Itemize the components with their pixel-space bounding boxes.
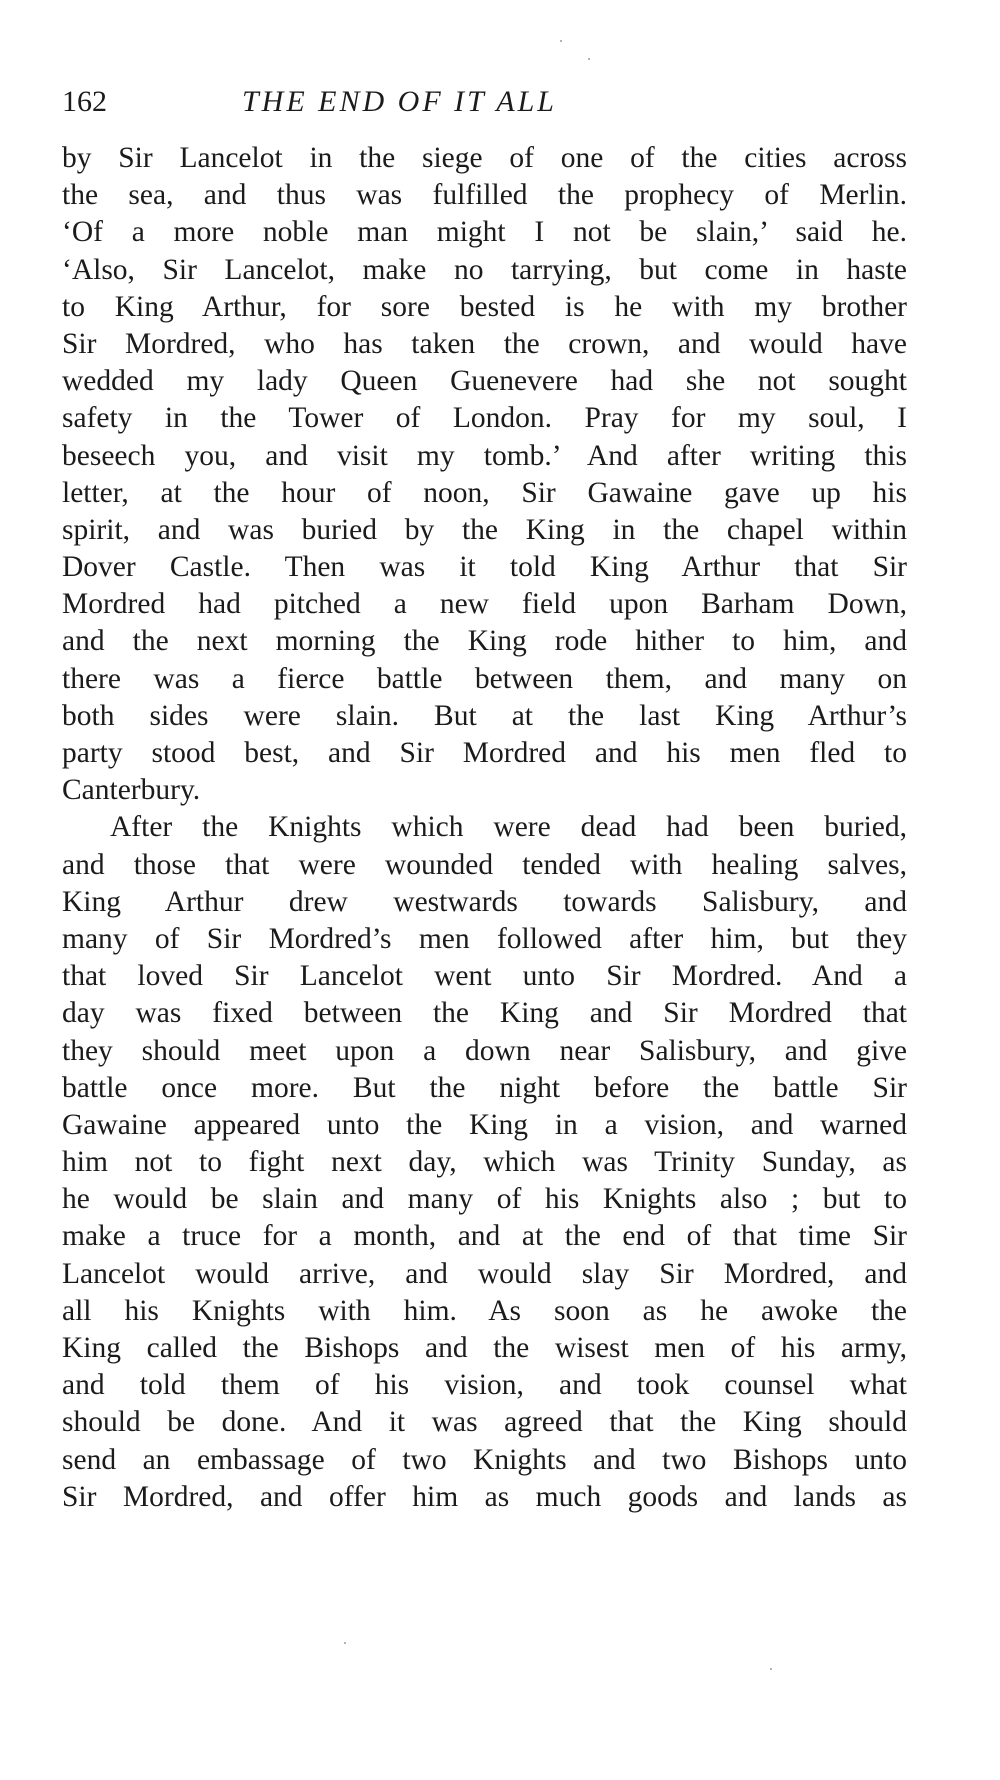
text-line: King Arthur drew westwards towards Salisbury, and — [62, 885, 907, 918]
text-line: letter, at the hour of noon, Sir Gawaine gave up his — [62, 476, 907, 509]
text-line-paragraph-end: Canterbury. — [62, 774, 201, 807]
text-line: spirit, and was buried by the King in the chapel within — [62, 513, 907, 546]
text-line-paragraph-start: After the Knights which were dead had been buried, — [110, 811, 907, 844]
text-line: that loved Sir Lancelot went unto Sir Mordred. And a — [62, 960, 907, 993]
text-line: Lancelot would arrive, and would slay Sir Mordred, and — [62, 1257, 907, 1290]
text-line: ‘Also, Sir Lancelot, make no tarrying, but come in haste — [62, 253, 907, 286]
text-line: Sir Mordred, who has taken the crown, and would have — [62, 327, 907, 360]
text-line: wedded my lady Queen Guenevere had she not sought — [62, 365, 907, 398]
text-line: day was fixed between the King and Sir Mordred that — [62, 997, 907, 1030]
text-line: to King Arthur, for sore bested is he with my brother — [62, 290, 907, 323]
page-number: 162 — [62, 85, 107, 118]
text-line: and the next morning the King rode hither to him, and — [62, 625, 907, 658]
text-line: the sea, and thus was fulfilled the prophecy of Merlin. — [62, 179, 907, 212]
text-line: Gawaine appeared unto the King in a vision, and warned — [62, 1108, 907, 1141]
scan-speck — [344, 1642, 346, 1644]
text-line: King called the Bishops and the wisest men of his army, — [62, 1332, 907, 1364]
text-line: all his Knights with him. As soon as he awoke the — [62, 1294, 907, 1327]
scan-speck — [560, 40, 562, 42]
text-line: they should meet upon a down near Salisbury, and give — [62, 1034, 907, 1067]
text-line: he would be slain and many of his Knights also ; but to — [62, 1183, 907, 1216]
text-line: Mordred had pitched a new field upon Barham Down, — [62, 588, 907, 621]
text-line: Sir Mordred, and offer him as much goods and lands as — [62, 1480, 907, 1513]
text-line: there was a fierce battle between them, and many on — [62, 662, 907, 695]
body-text — [62, 140, 907, 1516]
page-header — [62, 82, 902, 122]
text-line: battle once more. But the night before the battle Sir — [62, 1071, 907, 1104]
scan-speck — [588, 58, 590, 60]
text-line: both sides were slain. But at the last King Arthur’s — [62, 699, 907, 732]
text-line: party stood best, and Sir Mordred and his men fled to — [62, 737, 907, 769]
text-line: Dover Castle. Then was it told King Arthur that Sir — [62, 551, 907, 584]
text-line: beseech you, and visit my tomb.’ And after writing this — [62, 439, 907, 472]
text-line: him not to fight next day, which was Trinity Sunday, as — [62, 1146, 907, 1179]
text-line: make a truce for a month, and at the end of that time Sir — [62, 1220, 907, 1253]
scan-speck — [770, 1668, 772, 1670]
text-line: many of Sir Mordred’s men followed after him, but they — [62, 922, 907, 955]
text-line: and told them of his vision, and took counsel what — [62, 1369, 907, 1402]
text-line: send an embassage of two Knights and two Bishops unto — [62, 1443, 907, 1476]
text-line: safety in the Tower of London. Pray for my soul, I — [62, 402, 907, 435]
text-line: by Sir Lancelot in the siege of one of the cities across — [62, 142, 907, 174]
text-line: and those that were wounded tended with healing salves, — [62, 848, 907, 881]
text-line: ‘Of a more noble man might I not be slain,’ said he. — [62, 216, 907, 249]
text-line: should be done. And it was agreed that the King should — [62, 1406, 907, 1439]
running-title: THE END OF IT ALL — [242, 85, 557, 118]
